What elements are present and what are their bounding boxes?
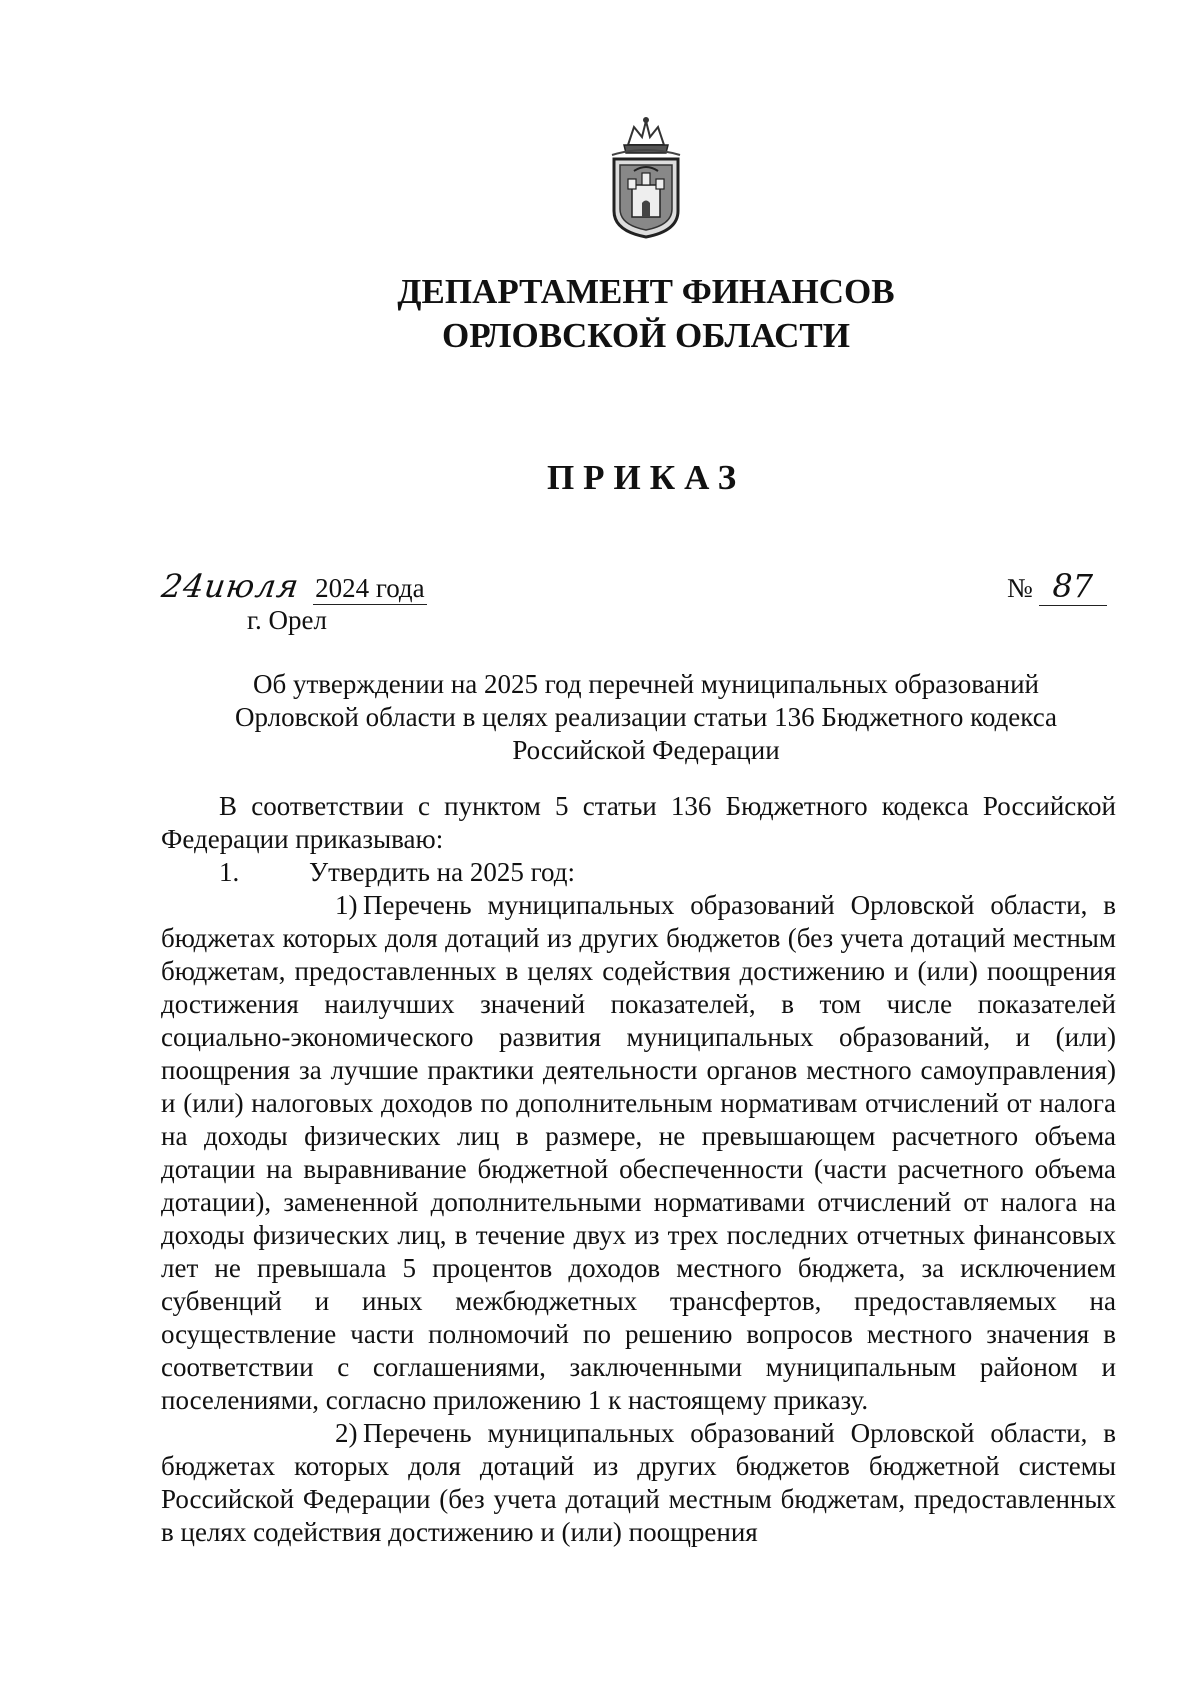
handwritten-number: 87 bbox=[1039, 567, 1107, 606]
date-year: 2024 года bbox=[315, 573, 425, 603]
document-number bbox=[1007, 567, 1107, 606]
number-label: № bbox=[1007, 573, 1033, 603]
document-date bbox=[159, 567, 427, 605]
subject-line1: Об утверждении на 2025 год перечней муниципальных образований bbox=[253, 669, 1039, 699]
document-body bbox=[161, 790, 1116, 1549]
subitem-1 bbox=[161, 889, 1116, 1417]
item-1-number: 1. bbox=[219, 857, 240, 887]
handwritten-date: 24июля bbox=[159, 567, 302, 605]
coat-of-arms-emblem bbox=[598, 115, 694, 239]
department-title-line2: ОРЛОВСКОЙ ОБЛАСТИ bbox=[442, 316, 850, 355]
department-title-line1: ДЕПАРТАМЕНТ ФИНАНСОВ bbox=[397, 272, 895, 311]
document-subject bbox=[180, 668, 1112, 767]
department-title bbox=[0, 270, 1200, 358]
subitem-2-number: 2) bbox=[335, 1418, 358, 1448]
item-1 bbox=[161, 856, 1116, 889]
document-type-heading: ПРИКАЗ bbox=[546, 458, 746, 497]
subject-line3: Российской Федерации bbox=[512, 735, 780, 765]
subitem-1-text: Перечень муниципальных образований Орловской области, в бюджетах которых доля дотаций из других бюджетов (без учета дотаций местным бюджетам, предоставленных в целях содействия достижению и (или) поощрения достижения наилучших значений показателей, в том числе показателей социально-экономического развития муниципальных образований, и (или) поощрения за лучшие практики деятельности органов местного самоуправления) и (или) налоговых доходов по дополнительным нормативам отчислений от налога на доходы физических лиц в размере, не превышающем расчетного объема дотации на выравнивание бюджетной обеспеченности (части расчетного объема дотации), замененной дополнительными нормативами отчислений от налога на доходы физических лиц, в течение двух из трех последних отчетных финансовых лет не превышала 5 процентов доходов местного бюджета, за исключением субвенций и иных межбюджетных трансфертов, предоставляемых на осуществление части полномочий по решению вопросов местного значения в соответствии с соглашениями, заключенными муниципальным районом и поселениями, согласно приложению 1 к настоящему приказу. bbox=[161, 890, 1116, 1415]
subitem-2-text: Перечень муниципальных образований Орловской области, в бюджетах которых доля дотаций из других бюджетов бюджетной системы Российской Федерации (без учета дотаций местным бюджетам, предоставленных в целях содействия достижению и (или) поощрения bbox=[161, 1418, 1116, 1547]
item-1-text: Утвердить на 2025 год: bbox=[309, 857, 575, 887]
subject-line2: Орловской области в целях реализации статьи 136 Бюджетного кодекса bbox=[234, 702, 1058, 732]
document-city: г. Орел bbox=[247, 605, 327, 635]
subitem-1-number: 1) bbox=[335, 890, 358, 920]
preamble-paragraph: В соответствии с пунктом 5 статьи 136 Бюджетного кодекса Российской Федерации приказываю: bbox=[161, 791, 1116, 854]
subitem-2 bbox=[161, 1417, 1116, 1549]
